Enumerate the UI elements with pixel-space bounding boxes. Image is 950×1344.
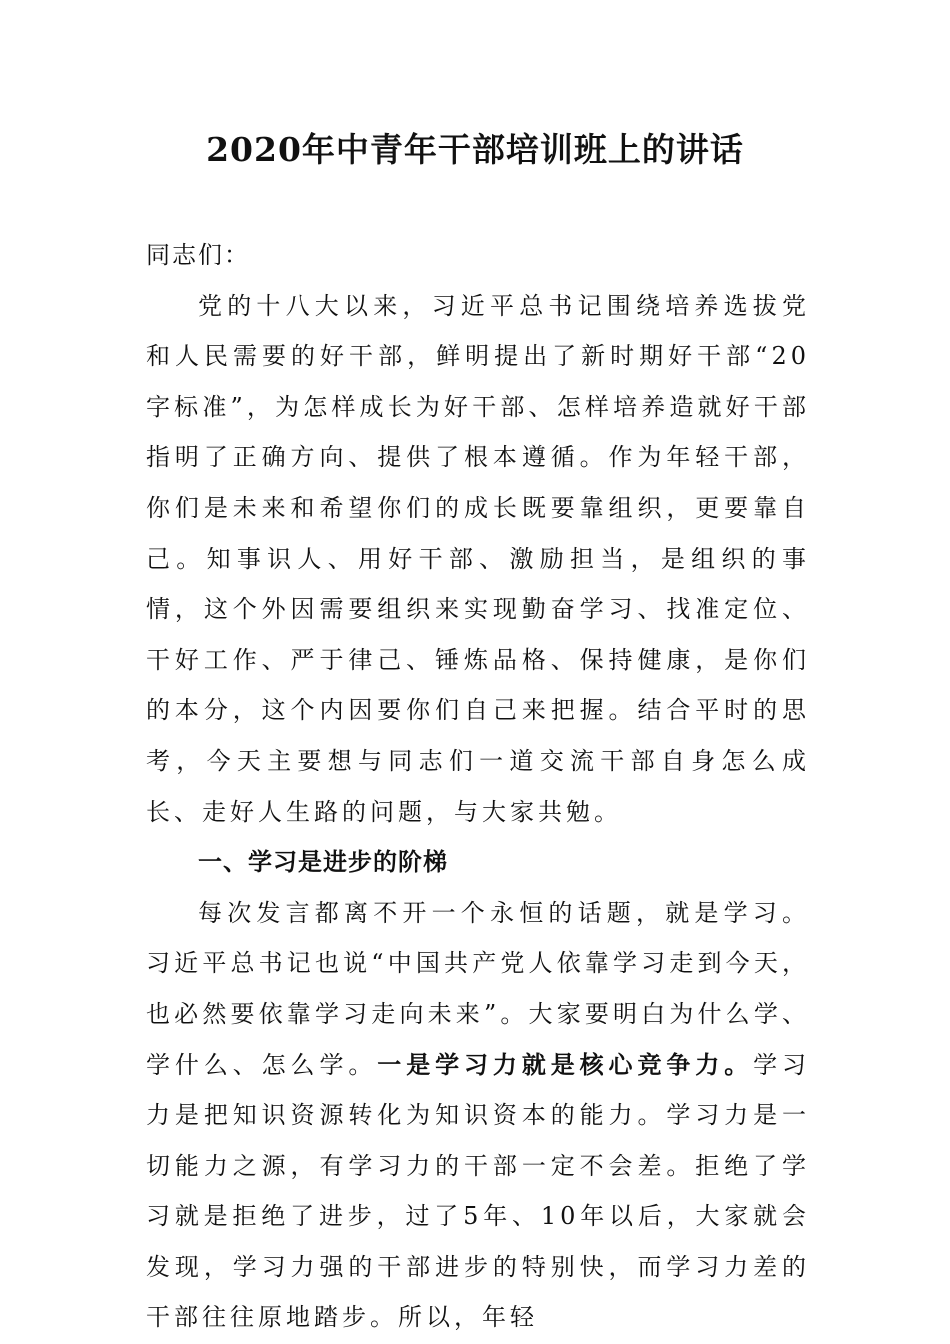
paragraph-text-continued: 学习力是把知识资源转化为知识资本的能力。学习力是一切能力之源，有学习力的干部一定不会差。拒绝了学习就是拒绝了进步，过了5年、10年以后，大家就会发现，学习力强的干部进步的特别快，而学习力差的干部往往原地踏步。所以，年轻	[146, 1050, 811, 1332]
document-body	[146, 230, 810, 1343]
section-heading: 一、学习是进步的阶梯	[198, 848, 448, 877]
paragraph-text: 每次发言都离不开一个永恒的话题，就是学习。习近平总书记也说“中国共产党人依靠学习走到今天，也必然要依靠学习走向未来”。大家要明白为什么学、学什么、怎么学。	[146, 898, 810, 1079]
paragraph-learning	[146, 888, 810, 1343]
emphasis-text: 一是学习力就是核心竞争力。	[377, 1049, 754, 1079]
paragraph-intro: 党的十八大以来，习近平总书记围绕培养选拔党和人民需要的好干部，鲜明提出了新时期好干部“20字标准”，为怎样成长为好干部、怎样培养造就好干部指明了正确方向、提供了根本遵循。作为年轻干部，你们是未来和希望你们的成长既要靠组织，更要靠自己。知事识人、用好干部、激励担当，是组织的事情，这个外因需要组织来实现勤奋学习、找准定位、干好工作、严于律己、锤炼品格、保持健康，是你们的本分，这个内因要你们自己来把握。结合平时的思考，今天主要想与同志们一道交流干部自身怎么成长、走好人生路的问题，与大家共勉。	[146, 291, 810, 826]
document-title: 2020年中青年干部培训班上的讲话	[206, 130, 744, 169]
greeting: 同志们：	[146, 241, 250, 269]
